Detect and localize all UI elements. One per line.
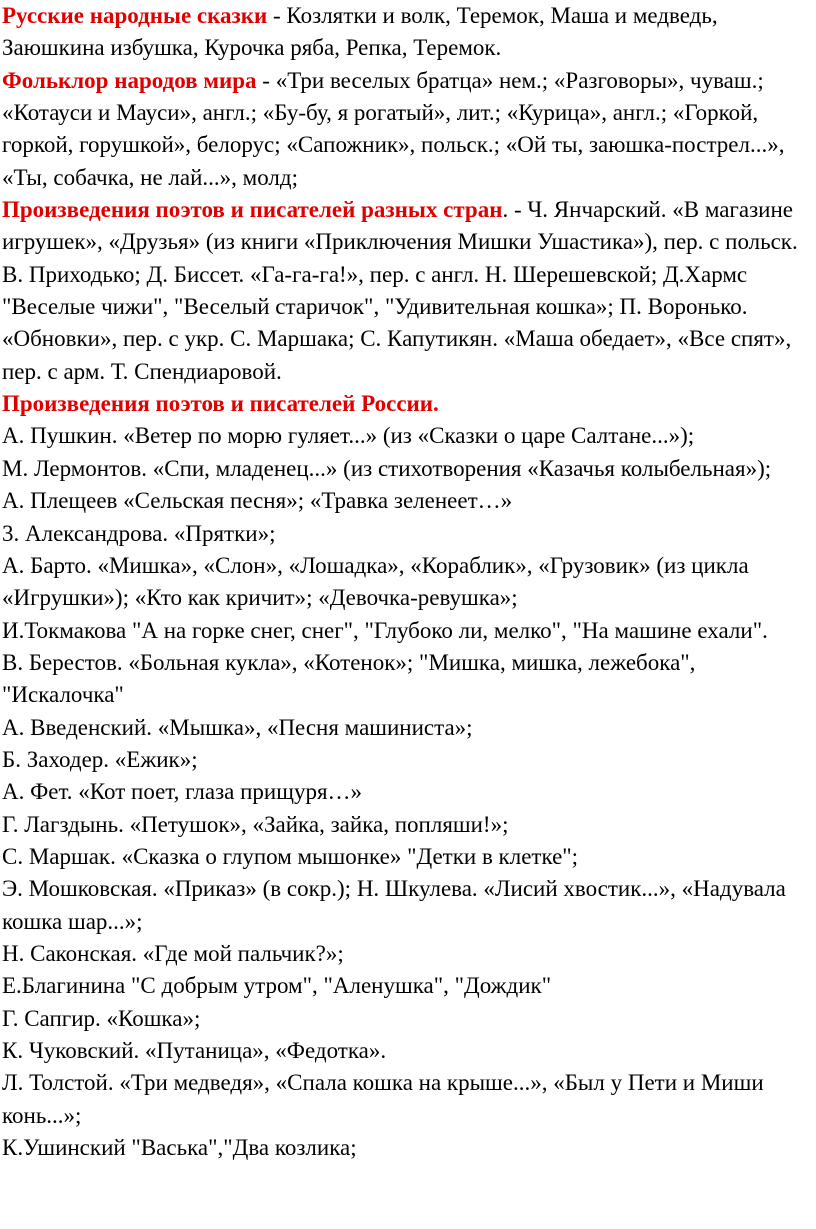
world-authors-heading: Произведения поэтов и писателей разных стран — [2, 197, 503, 223]
folk-tales-heading: Русские народные сказки — [2, 3, 268, 28]
author-entry: И.Токмакова "А на горке снег, снег", "Глубоко ли, мелко", "На машине ехали". — [2, 617, 768, 643]
world-authors-text: . - Ч. Янчарский. «В магазине игрушек», «Друзья» (из книги «Приключения Мишки Ушастика»), пер. с польск. В. Приходько; Д. Биссет. «Га-га-га!», пер. с англ. Н. Шерешевской; Д.Хармс "Веселые чижи", "Веселый старичок", "Удивительная кошка»; П. Воронько. «Обновки», пер. с укр. С. Маршака; С. Капутикян. «Маша обедает», «Все спят», пер. с арм. Т. Спендиаровой. — [2, 197, 798, 384]
author-entry: В. Берестов. «Больная кукла», «Котенок»; "Мишка, мишка, лежебока", "Искалочка" — [2, 649, 696, 708]
author-entry: А. Фет. «Кот поет, глаза прищуря…» — [2, 779, 363, 805]
author-entry: Л. Толстой. «Три медведя», «Спала кошка на крыше...», «Был у Пети и Миши конь...»; — [2, 1070, 764, 1128]
author-entry: К.Ушинский "Васька","Два козлика; — [2, 1135, 357, 1161]
author-entry: Б. Заходер. «Ежик»; — [2, 746, 198, 772]
russian-authors-heading-paragraph — [2, 388, 816, 420]
world-folklore-text: - «Три веселых братца» нем.; «Разговоры», чуваш.; «Котауси и Мауси», англ.; «Бу-бу, я рогатый», лит.; «Курица», англ.; «Горкой, горкой, горушкой», белорус; «Сапожник», польск.; «Ой ты, заюшка-пострел...», «Ты, собачка, не лай...», молд; — [2, 67, 785, 190]
russian-authors-heading: Произведения поэтов и писателей России. — [2, 391, 439, 417]
author-entry: А. Введенский. «Мышка», «Песня машиниста»; — [2, 714, 473, 740]
author-entry: М. Лермонтов. «Спи, младенец...» (из стихотворения «Казачья колыбельная»); — [2, 455, 772, 481]
author-entry: Г. Лагздынь. «Петушок», «Зайка, зайка, попляши!»; — [2, 811, 509, 837]
author-entry: Э. Мошковская. «Приказ» (в сокр.); Н. Шкулева. «Лисий хвостик...», «Надувала кошка шар...»; — [2, 876, 786, 934]
author-entry: А. Барто. «Мишка», «Слон», «Лошадка», «Кораблик», «Грузовик» (из цикла «Игрушки»); «Кто как кричит»; «Девочка-ревушка»; — [2, 552, 749, 611]
world-folklore-paragraph — [2, 65, 816, 194]
folk-tales-text: - Козлятки и волк, Теремок, Маша и медведь, Заюшкина избушка, Курочка ряба, Репка, Теремок. — [2, 3, 718, 61]
author-entry: С. Маршак. «Сказка о глупом мышонке» "Детки в клетке"; — [2, 843, 579, 869]
world-authors-paragraph — [2, 194, 816, 388]
folk-tales-paragraph — [2, 0, 816, 65]
author-entry: К. Чуковский. «Путаница», «Федотка». — [2, 1038, 387, 1063]
author-entry: Г. Сапгир. «Кошка»; — [2, 1005, 201, 1031]
world-folklore-heading: Фольклор народов мира — [2, 67, 257, 93]
author-entry: А. Пушкин. «Ветер по морю гуляет...» (из «Сказки о царе Салтане...»); — [2, 423, 695, 449]
author-entry: Н. Саконская. «Где мой пальчик?»; — [2, 940, 344, 966]
author-entry: Е.Благинина "С добрым утром", "Аленушка", "Дождик" — [2, 973, 552, 999]
author-entry: А. Плещеев «Сельская песня»; «Травка зеленеет…» — [2, 488, 513, 514]
author-entry: 3. Александрова. «Прятки»; — [2, 520, 276, 546]
